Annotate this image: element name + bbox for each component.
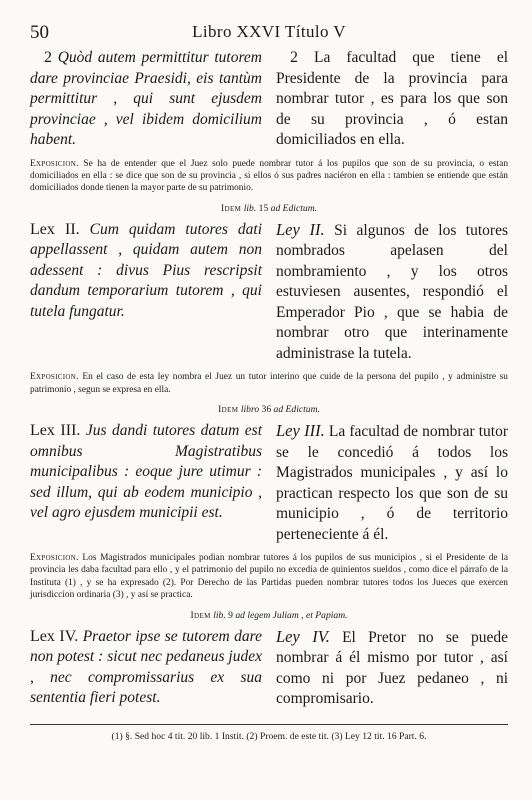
section-3 [30, 421, 508, 545]
citation-work: ad legem Juliam , et Papiam. [235, 609, 348, 621]
exposicion-label: Exposicion. [30, 553, 79, 564]
exposicion-text: Se ha de entender que el Juez solo puede nombrar tutor á los pupilos que son de su provincia, o estan domiciliados en ella : se dice que son de su provincia , si ellos ó sus padres naciéron en ella : tambien se entiende que están domiciliados donde tienen la mayor parte de su patrimonio. [30, 158, 509, 194]
exposicion-text: Los Magistrados municipales podian nombrar tutores á los pupilos de sus municipios , si el Presidente de la provincia les daba facultad para ello , y el patrimonio del pupilo no excedia de quinientos sueldos , como dice el párrafo de la Instituta (1) , y se ha expresado (2). Por Derecho de las Partidas pueden nombrar tutores todos los Jueces que exercen jurisdiccion ordinaria (3) , y así se practica. [30, 553, 508, 601]
law-heading: Ley IV. [276, 626, 330, 646]
spanish-body: La facultad que tiene el Presidente de la provincia para nombrar tutor , es para los que son de su provincia , ó estan domiciliados en ella. [276, 49, 509, 148]
exposicion [30, 158, 508, 195]
footnote-rule [30, 724, 508, 725]
exposicion-text: En el caso de esta ley nombra el Juez un tutor interino que cuide de la persona del pupilo , y administre su patrimonio , segun se expresa en ella. [30, 372, 508, 395]
law-heading: Lex II. [30, 220, 80, 238]
citation [30, 203, 508, 214]
law-heading: Ley III. [276, 421, 325, 441]
exposicion-label: Exposicion. [30, 372, 79, 383]
page [30, 22, 508, 742]
latin-text [30, 48, 262, 151]
footnotes: (1) §. Sed hoc 4 tit. 20 lib. 1 Instit. (2) Proem. de este tit. (3) Ley 12 tit. 16 Part. 6. [111, 730, 427, 742]
page-number: 50 [30, 22, 49, 43]
spanish-text [276, 421, 508, 545]
exposicion [30, 371, 508, 396]
spanish-body: El Pretor no se puede nombrar á él mismo por tutor , así como ni por Juez pedaneo , ni compromisario. [276, 628, 508, 708]
citation [30, 610, 508, 621]
citation-author: Idem [190, 609, 211, 621]
law-number: 2 [44, 49, 52, 66]
latin-body: Quòd autem permittitur tutorem dare provinciae Praesidi, eis tantùm permittitur , qui sunt ejusdem provinciae , vel ibidem domicilium habent. [30, 49, 262, 148]
spanish-body: La facultad de nombrar tutor se le concedió á todos los Magistrados municipales , y así lo practican respecto los que son de su municipio , ó de territorio perteneciente á él. [276, 423, 508, 543]
citation-work: ad Edictum. [273, 404, 320, 416]
citation-book-label: lib. [243, 202, 257, 214]
citation-number: 36 [261, 404, 272, 416]
law-heading: Lex IV. [30, 627, 79, 645]
latin-text [30, 220, 262, 365]
spanish-text [276, 627, 508, 710]
section-2 [30, 220, 508, 365]
latin-body: Jus dandi tutores datum est omnibus Magistratibus municipalibus : eoque jure utimur : sed illum, qui ab eodem municipio , vel agro ejusdem municipii est. [30, 422, 263, 522]
citation-book-label: lib. [213, 609, 226, 621]
law-heading: Lex III. [30, 422, 81, 440]
citation [30, 404, 508, 415]
law-heading: Ley II. [276, 219, 325, 239]
exposicion [30, 552, 508, 602]
spanish-text [276, 220, 508, 365]
latin-body: Cum quidam tutores dati appellassent , quidam autem non adessent : divus Pius rescripsit dandum temporarium tutorem , qui tutela fungatur. [30, 220, 263, 320]
section-1 [30, 48, 508, 151]
citation-book-label: libro [240, 404, 260, 416]
section-4 [30, 627, 508, 710]
law-number: 2 [290, 49, 298, 66]
citation-author: Idem [220, 202, 242, 214]
citation-number: 15 [258, 202, 269, 214]
latin-body: Praetor ipse se tutorem dare non potest : sicut nec pedaneus judex , nec compromissarius ex sua sententia fieri potest. [30, 627, 263, 707]
latin-text [30, 627, 262, 710]
citation-number: 9 [228, 609, 233, 621]
page-title: Libro XXVI Título V [192, 22, 346, 41]
citation-work: ad Edictum. [270, 202, 318, 214]
latin-text [30, 421, 262, 545]
spanish-text [276, 48, 508, 151]
page-header [30, 22, 508, 46]
spanish-body: Si algunos de los tutores nombrados apelasen del nombramiento , y los otros estuviesen ausentes, respondió el Emperador Pio , que se habia de nombrar otro que interinamente administrase la tutela. [276, 221, 508, 362]
exposicion-label: Exposicion. [30, 158, 79, 169]
citation-author: Idem [218, 404, 239, 416]
